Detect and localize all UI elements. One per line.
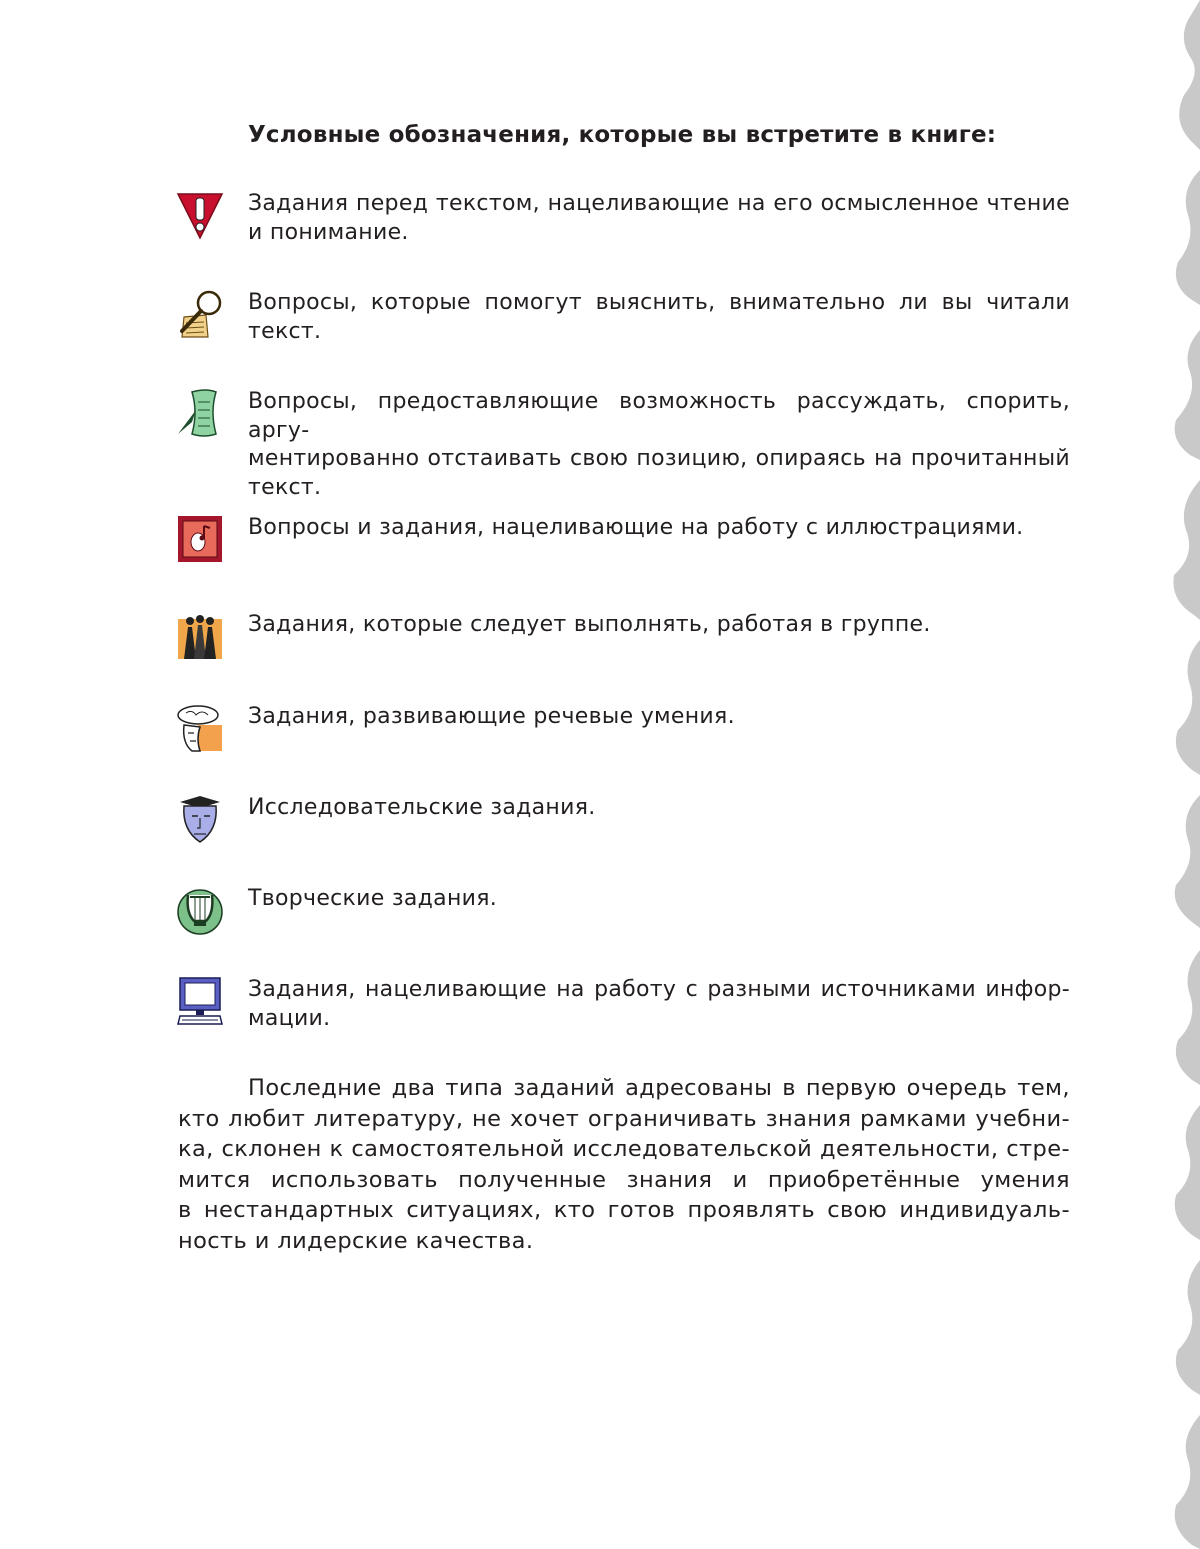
page-ornament (1170, 0, 1200, 1549)
legend-item-discussion (176, 388, 1070, 500)
legend-item-illustrations (176, 514, 1070, 604)
legend-item-before-text (176, 190, 1070, 280)
computer-icon (176, 976, 224, 1026)
legend-text: Задания, которые следует выполнять, работая в группе. (248, 612, 931, 637)
speaking-face-icon (176, 703, 224, 753)
legend-text: Вопросы, которые помогут выяснить, внимательно ли вы читали текст. (248, 290, 1070, 344)
legend-item-creative (176, 885, 1070, 975)
page-title: Условные обозначения, которые вы встретите в книге: (248, 122, 997, 148)
lyre-icon (176, 885, 224, 935)
group-people-icon (176, 611, 224, 661)
legend-text: Задания, нацеливающие на работу с разными источниками инфор- мации. (248, 977, 1070, 1031)
legend-text: Задания, развивающие речевые умения. (248, 704, 735, 729)
legend-item-group-work (176, 611, 1070, 701)
scholar-cap-icon (176, 794, 224, 844)
legend-text: Вопросы, предоставляющие возможность рассуждать, спорить, аргу- ментированно отстаивать свою позицию, опираясь на прочитанный текст. (248, 389, 1070, 500)
scroll-quill-icon (176, 388, 224, 438)
framed-picture-icon (176, 514, 224, 564)
closing-paragraph: Последние два типа заданий адресованы в первую очередь тем, кто любит литературу, не хочет ограничивать знания рамками учебни- ка, склонен к самостоятельной исследовательской деятельности, стре- мится использовать полученные знания и приобретённые умения в нестандартных ситуациях, кто готов проявлять свою индивидуаль- ность и лидерские качества. (178, 1075, 1070, 1254)
legend-item-sources (176, 976, 1070, 1066)
legend-text: Исследовательские задания. (248, 795, 596, 820)
exclamation-icon (176, 190, 224, 240)
legend-text: Творческие задания. (248, 886, 498, 911)
legend-text: Вопросы и задания, нацеливающие на работу с иллюстрациями. (248, 515, 1024, 540)
magnifier-icon (176, 289, 224, 339)
legend-item-speech (176, 703, 1070, 793)
legend-text: Задания перед текстом, нацеливающие на его осмысленное чтение и понимание. (248, 191, 1070, 245)
legend-item-research (176, 794, 1070, 884)
legend-item-check-reading (176, 289, 1070, 379)
